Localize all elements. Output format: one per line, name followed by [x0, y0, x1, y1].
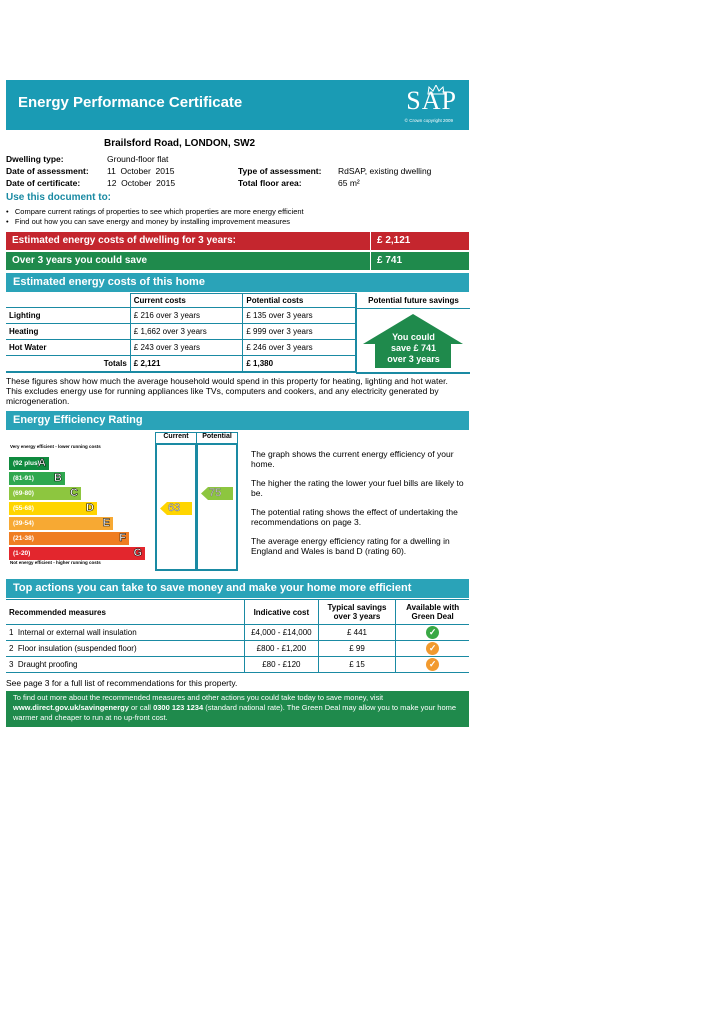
actions-heading: Top actions you can take to save money and make your home more efficient: [6, 579, 469, 598]
blank-header: [6, 294, 130, 308]
actions-table: [6, 599, 469, 673]
col-current-label: Current: [155, 432, 197, 444]
table-header-row: [6, 294, 356, 308]
potential-cost: £ 999 over 3 years: [243, 324, 356, 340]
rating-band-g: [9, 547, 145, 560]
floor-area-value: 65 m²: [338, 178, 360, 188]
graph-paragraph: The potential rating shows the effect of undertaking the recommendations on page 3.: [251, 507, 458, 527]
type-assessment-value: RdSAP, existing dwelling: [338, 166, 432, 176]
totals-row: [6, 356, 356, 373]
current-cost: £ 216 over 3 years: [130, 308, 243, 324]
use-bullet: • Compare current ratings of properties to see which properties are more energy efficient: [6, 207, 304, 216]
potential-cost: £ 135 over 3 years: [243, 308, 356, 324]
graph-paragraph: The average energy efficiency rating for a dwelling in England and Wales is band D (rating 60).: [251, 536, 450, 556]
check-icon: ✓: [426, 626, 439, 639]
saving-cell: £ 15: [318, 657, 396, 673]
current-rating-marker: [160, 502, 192, 515]
table-row: [6, 308, 356, 324]
table-row: [6, 324, 356, 340]
table-header-row: [6, 600, 469, 625]
row-name: Hot Water: [6, 340, 130, 356]
check-icon: ✓: [426, 658, 439, 671]
crown-icon: [427, 82, 445, 92]
saving-cell: £ 99: [318, 641, 396, 657]
rating-band-e: [9, 517, 113, 530]
green-deal-cell: [396, 657, 469, 673]
costs-note: These figures show how much the average household would spend in this property for heating, lighting and hot water. This excludes energy use for running appliances like TVs, computers and cookers, and any electricity generated by microgeneration.: [6, 376, 448, 406]
table-row: [6, 657, 469, 673]
type-assessment-label: Type of assessment:: [238, 166, 322, 176]
costs-heading: Estimated energy costs of this home: [6, 273, 469, 292]
more-info-box: [6, 691, 469, 727]
cost-cell: £80 - £120: [245, 657, 319, 673]
table-row: [6, 641, 469, 657]
rating-band-a: [9, 457, 49, 470]
date-certificate-value: 12 October 2015: [107, 178, 176, 188]
dwelling-type-label: Dwelling type:: [6, 154, 64, 164]
sap-logo: SAP: [406, 86, 457, 115]
measure-cell: 3 Draught proofing: [6, 657, 245, 673]
rating-band-c: [9, 487, 81, 500]
band-letter: C: [70, 487, 78, 499]
potential-cost: £ 246 over 3 years: [243, 340, 356, 356]
costs-table: [6, 293, 356, 373]
property-address: Brailsford Road, LONDON, SW2: [104, 138, 256, 149]
website-link[interactable]: www.direct.gov.uk/savingenergy: [13, 703, 129, 712]
cost-cell: £800 - £1,200: [245, 641, 319, 657]
savings-bar: [6, 252, 469, 270]
future-savings-panel: [356, 293, 470, 374]
col-current-costs: Current costs: [130, 294, 243, 308]
copyright-note: © Crown copyright 2009: [404, 118, 453, 123]
dwelling-type-value: Ground-floor flat: [107, 154, 169, 164]
current-rating-value: 63: [168, 502, 181, 514]
current-cost: £ 1,662 over 3 years: [130, 324, 243, 340]
table-row: [6, 340, 356, 356]
rating-band-d: [9, 502, 97, 515]
use-document-heading: Use this document to:: [6, 192, 112, 203]
col-cost: Indicative cost: [245, 600, 319, 625]
col-measures: Recommended measures: [6, 600, 245, 625]
date-assessment-value: 11 October 2015: [107, 166, 175, 176]
use-bullet: • Find out how you can save energy and money by installing improvement measures: [6, 217, 291, 226]
floor-area-label: Total floor area:: [238, 178, 302, 188]
row-name: Heating: [6, 324, 130, 340]
band-range: (81-91): [13, 475, 34, 482]
saving-cell: £ 441: [318, 625, 396, 641]
band-letter: F: [119, 532, 126, 544]
date-assessment-label: Date of assessment:: [6, 166, 89, 176]
top-note: Very energy efficient - lower running costs: [10, 444, 101, 449]
estimated-cost-value: £ 2,121: [370, 232, 410, 250]
green-deal-cell: [396, 625, 469, 641]
measure-cell: 1 Internal or external wall insulation: [6, 625, 245, 641]
band-range: (69-80): [13, 490, 34, 497]
actions-footnote: See page 3 for a full list of recommendations for this property.: [6, 678, 238, 688]
band-letter: E: [102, 517, 110, 529]
col-potential-label: Potential: [196, 432, 238, 444]
potential-rating-value: 75: [209, 487, 222, 499]
savings-value: £ 741: [370, 252, 402, 270]
band-range: (92 plus): [13, 460, 40, 467]
col-savings: Typical savings over 3 years: [318, 600, 396, 625]
cost-cell: £4,000 - £14,000: [245, 625, 319, 641]
graph-paragraph: The graph shows the current energy efficiency of your home.: [251, 449, 454, 469]
band-letter: D: [86, 502, 94, 514]
check-icon: ✓: [426, 642, 439, 655]
bottom-note: Not energy efficient - higher running costs: [10, 560, 101, 565]
band-range: (55-68): [13, 505, 34, 512]
band-range: (21-38): [13, 535, 34, 542]
rating-band-b: [9, 472, 65, 485]
estimated-cost-bar: [6, 232, 469, 250]
date-certificate-label: Date of certificate:: [6, 178, 81, 188]
totals-label: Totals: [6, 356, 130, 373]
total-current: £ 2,121: [130, 356, 243, 373]
band-range: (1-20): [13, 550, 31, 557]
col-green-deal: Available with Green Deal: [396, 600, 469, 625]
potential-column: [196, 443, 238, 571]
band-range: (39-54): [13, 520, 34, 527]
more-info-text: To find out more about the recommended measures and other actions you could take today to save money, visit www.direct.gov.uk/savingenergy or call 0300 123 1234 (standard national rate). The Green Deal may allow you to make your home warmer and cheaper to run at no up-front cost.: [13, 693, 457, 722]
efficiency-chart: [6, 432, 238, 570]
band-letter: B: [54, 472, 62, 484]
savings-label: Over 3 years you could save: [12, 255, 148, 266]
graph-paragraph: The higher the rating the lower your fuel bills are likely to be.: [251, 478, 464, 498]
certificate-header: [6, 80, 469, 130]
efficiency-heading: Energy Efficiency Rating: [6, 411, 469, 430]
phone-number: 0300 123 1234: [153, 703, 204, 712]
band-letter: A: [38, 457, 46, 469]
total-potential: £ 1,380: [243, 356, 356, 373]
col-future-savings: Potential future savings: [357, 293, 470, 309]
estimated-cost-label: Estimated energy costs of dwelling for 3 years:: [12, 235, 236, 246]
col-potential-costs: Potential costs: [243, 294, 356, 308]
page-title: Energy Performance Certificate: [18, 94, 243, 111]
rating-band-f: [9, 532, 129, 545]
measure-cell: 2 Floor insulation (suspended floor): [6, 641, 245, 657]
table-row: [6, 625, 469, 641]
row-name: Lighting: [6, 308, 130, 324]
band-letter: G: [133, 547, 142, 559]
house-savings-text: You could save £ 741 over 3 years: [387, 332, 440, 364]
potential-rating-marker: [201, 487, 233, 500]
green-deal-cell: [396, 641, 469, 657]
current-cost: £ 243 over 3 years: [130, 340, 243, 356]
